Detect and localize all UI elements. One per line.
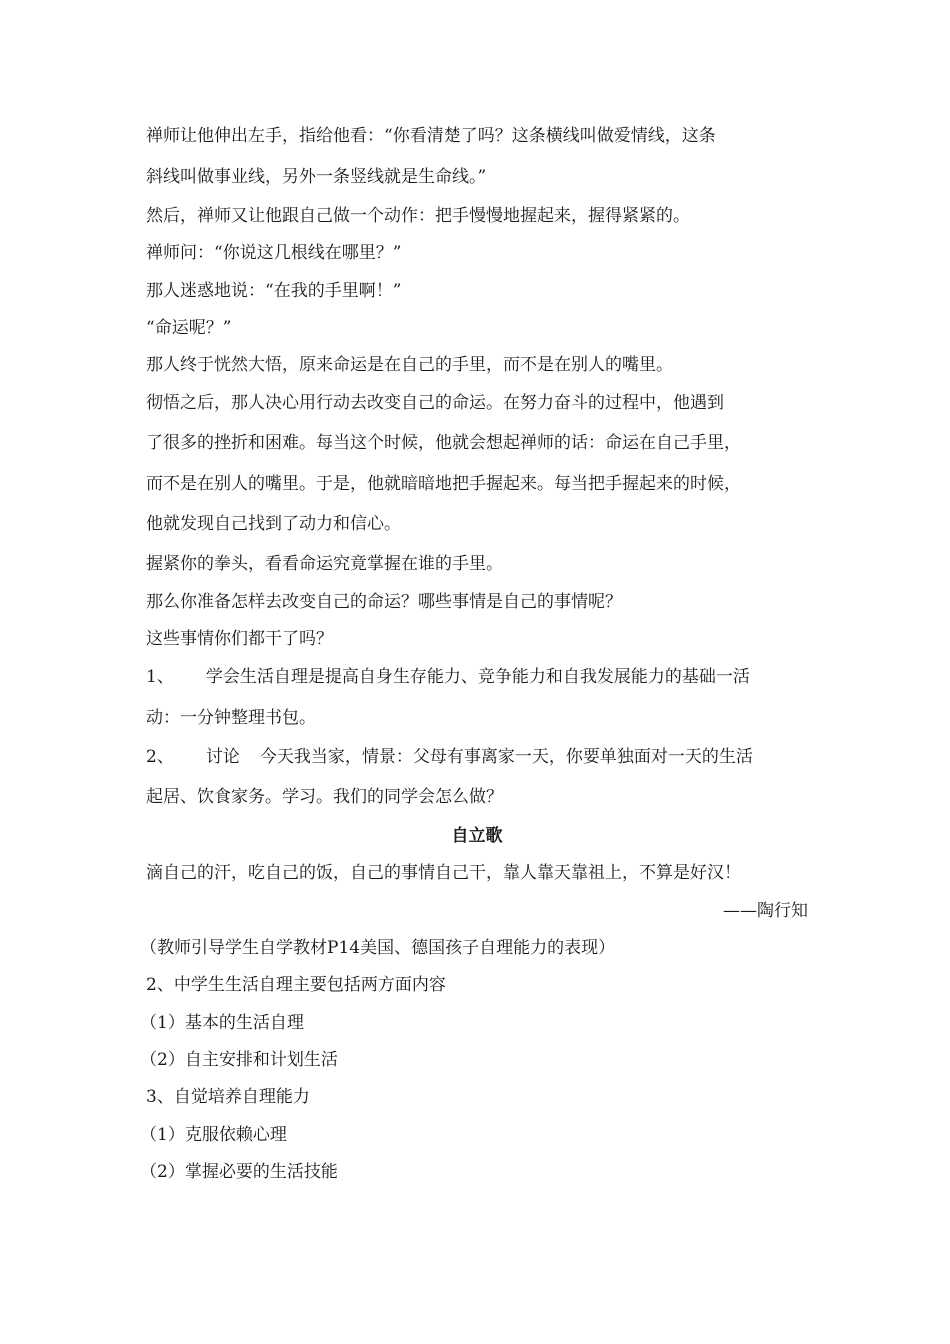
paragraph-line: 他就发现自己找到了动力和信心。 xyxy=(146,514,401,534)
sub-item: （2）掌握必要的生活技能 xyxy=(140,1162,338,1182)
paragraph: 禅师问：“你说这几根线在哪里？” xyxy=(146,243,402,263)
list-item-number: 2、 xyxy=(146,747,174,767)
poem-author: ——陶行知 xyxy=(723,901,808,921)
paragraph-line: 斜线叫做事业线，另外一条竖线就是生命线。” xyxy=(146,167,487,187)
list-item-text: 今天我当家，情景：父母有事离家一天，你要单独面对一天的生活 xyxy=(259,747,753,767)
list-item-number: 1、 xyxy=(146,667,174,687)
paragraph-line: 了很多的挫折和困难。每当这个时候，他就会想起禅师的话：命运在自己手里， xyxy=(146,433,741,453)
paragraph: 那么你准备怎样去改变自己的命运？哪些事情是自己的事情呢？ xyxy=(146,592,622,612)
sub-item: （1）基本的生活自理 xyxy=(140,1013,304,1033)
list-item-continuation: 起居、饮食家务。学习。我们的同学会怎么做？ xyxy=(146,787,503,807)
list-item-2 xyxy=(146,746,753,768)
section-heading: 3、自觉培养自理能力 xyxy=(146,1087,310,1107)
paragraph: 然后，禅师又让他跟自己做一个动作：把手慢慢地握起来，握得紧紧的。 xyxy=(146,206,690,226)
paragraph-line: 禅师让他伸出左手，指给他看：“你看清楚了吗？这条横线叫做爱情线，这条 xyxy=(146,126,716,146)
section-heading: 2、中学生生活自理主要包括两方面内容 xyxy=(146,975,446,995)
list-item-continuation: 动：一分钟整理书包。 xyxy=(146,708,316,728)
paragraph-line: 而不是在别人的嘴里。于是，他就暗暗地把手握起来。每当把手握起来的时候， xyxy=(146,474,741,494)
paragraph: 握紧你的拳头，看看命运究竟掌握在谁的手里。 xyxy=(146,554,503,574)
paragraph: “命运呢？” xyxy=(146,318,232,338)
paragraph: 这些事情你们都干了吗？ xyxy=(146,629,333,649)
paragraph: 那人迷惑地说：“在我的手里啊！” xyxy=(146,281,402,301)
note-line: （教师引导学生自学教材P14美国、德国孩子自理能力的表现） xyxy=(140,938,616,958)
sub-item: （2）自主安排和计划生活 xyxy=(140,1050,338,1070)
paragraph: 那人终于恍然大悟，原来命运是在自己的手里，而不是在别人的嘴里。 xyxy=(146,355,673,375)
list-item-label: 讨论 xyxy=(205,747,240,767)
poem-title: 自立歌 xyxy=(451,826,503,846)
list-item-1 xyxy=(146,666,750,688)
sub-item: （1）克服依赖心理 xyxy=(140,1125,287,1145)
list-item-text: 学会生活自理是提高自身生存能力、竞争能力和自我发展能力的基础一活 xyxy=(205,667,750,687)
paragraph-line: 彻悟之后，那人决心用行动去改变自己的命运。在努力奋斗的过程中，他遇到 xyxy=(146,393,724,413)
poem-text: 滴自己的汗，吃自己的饭，自己的事情自己干，靠人靠天靠祖上，不算是好汉！ xyxy=(146,863,741,883)
